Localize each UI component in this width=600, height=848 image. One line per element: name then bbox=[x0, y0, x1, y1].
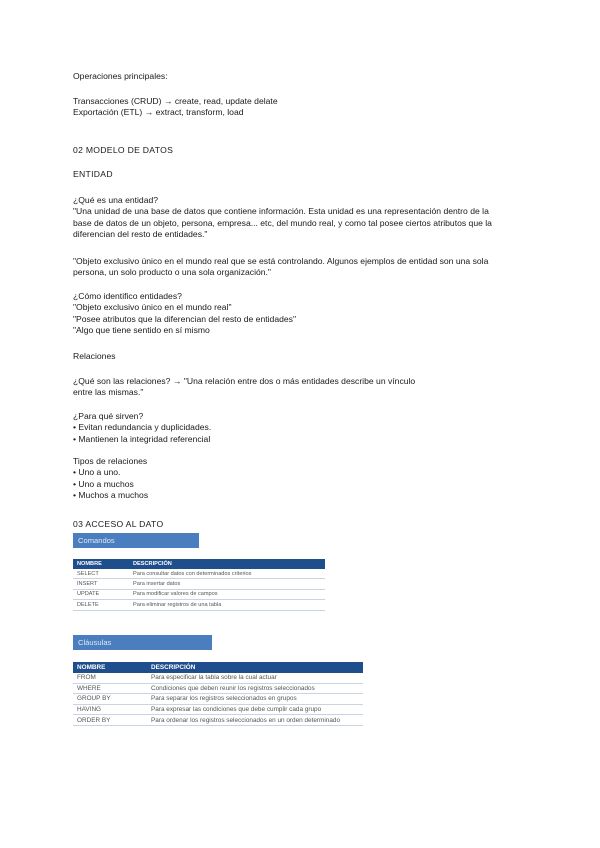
commands-table-title: Comandos bbox=[73, 533, 199, 548]
table-row bbox=[73, 704, 363, 715]
clause-description: Para ordenar los registros seleccionados en un orden determinado bbox=[147, 715, 363, 726]
clause-description: Para expresar las condiciones que debe cumplir cada grupo bbox=[147, 704, 363, 715]
command-description: Para consultar datos con determinados criterios bbox=[129, 569, 325, 579]
table-row bbox=[73, 683, 363, 694]
table-row bbox=[73, 673, 363, 683]
intro-title: Operaciones principales: bbox=[73, 71, 168, 81]
table-row bbox=[73, 589, 325, 599]
column-header: DESCRIPCIÓN bbox=[129, 559, 325, 569]
clause-name: FROM bbox=[73, 673, 147, 683]
etl-line: Exportación (ETL) → extract, transform, load bbox=[73, 107, 244, 117]
table-row bbox=[73, 694, 363, 705]
relations-question-line: ¿Qué son las relaciones? → "Una relación entre dos o más entidades describe un vínculo bbox=[73, 376, 416, 386]
types-heading: Tipos de relaciones bbox=[73, 456, 148, 466]
table-header-row bbox=[73, 662, 363, 673]
entity-quote-line: "Objeto exclusivo único en el mundo real que se está controlando. Algunos ejemplos de entidad son una sola bbox=[73, 256, 489, 266]
section-heading-modelo: 02 MODELO DE DATOS bbox=[73, 145, 174, 155]
purpose-block bbox=[73, 411, 523, 445]
entity-definition-line: diferencian del resto de entidades." bbox=[73, 228, 208, 239]
entity-quote-block bbox=[73, 256, 523, 279]
command-name: SELECT bbox=[73, 569, 129, 579]
clause-description: Para especificar la tabla sobre la cual actuar bbox=[147, 673, 363, 683]
clause-description: Condiciones que deben reunir los registros seleccionados bbox=[147, 683, 363, 694]
types-block bbox=[73, 456, 523, 501]
column-header: NOMBRE bbox=[73, 559, 129, 569]
commands-table bbox=[73, 559, 325, 611]
subheading-entidad: ENTIDAD bbox=[73, 169, 113, 179]
relations-question-block bbox=[73, 376, 523, 399]
identify-answer: "Posee atributos que la diferencian del resto de entidades" bbox=[73, 313, 297, 324]
identify-answer: "Objeto exclusivo único en el mundo real" bbox=[73, 302, 232, 313]
crud-line: Transacciones (CRUD) → create, read, update delate bbox=[73, 96, 278, 106]
command-name: INSERT bbox=[73, 579, 129, 589]
identify-block bbox=[73, 291, 523, 336]
table-header-row bbox=[73, 559, 325, 569]
clause-name: WHERE bbox=[73, 683, 147, 694]
table-row bbox=[73, 579, 325, 589]
clause-name: ORDER BY bbox=[73, 715, 147, 726]
relations-heading: Relaciones bbox=[73, 351, 116, 361]
table-row bbox=[73, 715, 363, 726]
purpose-item: • Mantienen la integridad referencial bbox=[73, 433, 211, 444]
entity-quote-line: persona, un solo producto o una sola organización." bbox=[73, 267, 271, 278]
entity-question: ¿Qué es una entidad? bbox=[73, 195, 159, 205]
command-description: Para modificar valores de campos bbox=[129, 589, 325, 599]
relations-question-line: entre las mismas." bbox=[73, 387, 144, 398]
purpose-question: ¿Para qué sirven? bbox=[73, 411, 144, 421]
purpose-item: • Evitan redundancia y duplicidades. bbox=[73, 422, 212, 433]
section-heading-acceso: 03 ACCESO AL DATO bbox=[73, 519, 164, 529]
types-item: • Uno a uno. bbox=[73, 467, 121, 478]
command-name: UPDATE bbox=[73, 589, 129, 599]
entity-question-block bbox=[73, 195, 523, 240]
entity-definition-line: base de datos de un objeto, persona, empresa... etc, del mundo real, y como tal posee ciertos atributos que la bbox=[73, 217, 492, 228]
column-header: NOMBRE bbox=[73, 662, 147, 673]
table-row bbox=[73, 569, 325, 579]
table-row bbox=[73, 600, 325, 610]
column-header: DESCRIPCIÓN bbox=[147, 662, 363, 673]
clause-description: Para separar los registros seleccionados en grupos bbox=[147, 694, 363, 705]
clauses-table bbox=[73, 662, 363, 726]
entity-definition-line: "Una unidad de una base de datos que contiene información. Esta unidad es una representación dentro de la bbox=[73, 206, 489, 217]
clause-name: HAVING bbox=[73, 704, 147, 715]
clause-name: GROUP BY bbox=[73, 694, 147, 705]
identify-question: ¿Cómo identifico entidades? bbox=[73, 291, 182, 301]
identify-answer: "Algo que tiene sentido en sí mismo bbox=[73, 324, 210, 335]
types-item: • Muchos a muchos bbox=[73, 489, 149, 500]
command-description: Para eliminar registros de una tabla bbox=[129, 600, 325, 610]
types-item: • Uno a muchos bbox=[73, 478, 134, 489]
command-name: DELETE bbox=[73, 600, 129, 610]
clauses-table-title: Cláusulas bbox=[73, 635, 212, 650]
command-description: Para insertar datos bbox=[129, 579, 325, 589]
